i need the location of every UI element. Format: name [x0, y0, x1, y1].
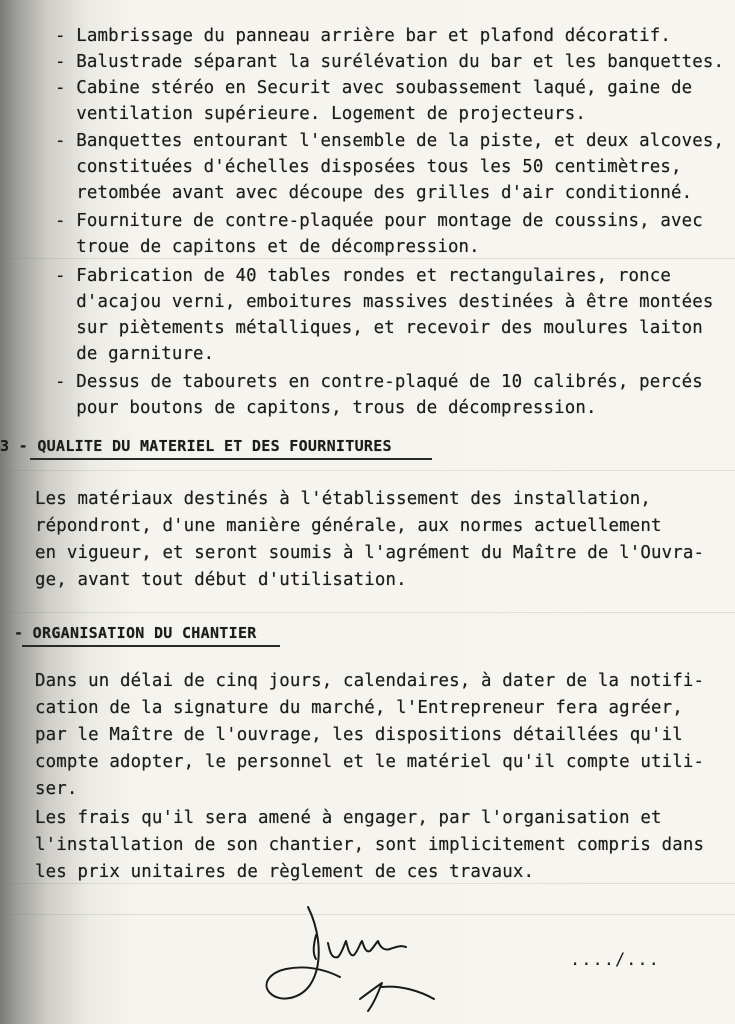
- body-line: compte adopter, le personnel et le matériel qu'il compte utili-: [35, 752, 705, 772]
- body-line: de garniture.: [55, 344, 215, 364]
- section-heading-qualite: 3 - QUALITE DU MATERIEL ET DES FOURNITURES: [0, 437, 392, 455]
- handwritten-signature: [250, 895, 450, 1020]
- body-line: - Banquettes entourant l'ensemble de la piste, et deux alcoves,: [55, 131, 725, 151]
- body-line: constituées d'échelles disposées tous les 50 centimètres,: [55, 157, 682, 177]
- body-line: sur piètements métalliques, et recevoir des moulures laiton: [55, 318, 703, 338]
- body-line: - Balustrade séparant la surélévation du bar et les banquettes.: [55, 52, 725, 72]
- section-heading-organisation: - ORGANISATION DU CHANTIER: [14, 624, 257, 642]
- body-line: ser.: [35, 779, 78, 799]
- body-line: - Cabine stéréo en Securit avec soubassement laqué, gaine de: [55, 78, 693, 98]
- body-line: troue de capitons et de décompression.: [55, 237, 480, 257]
- body-line: les prix unitaires de règlement de ces travaux.: [35, 862, 535, 882]
- body-line: ventilation supérieure. Logement de projecteurs.: [55, 104, 587, 124]
- body-line: - Fourniture de contre-plaquée pour montage de coussins, avec: [55, 211, 703, 231]
- body-line: ge, avant tout début d'utilisation.: [35, 570, 407, 590]
- body-line: Les matériaux destinés à l'établissement des installation,: [35, 489, 651, 509]
- body-line: par le Maître de l'ouvrage, les dispositions détaillées qu'il: [35, 725, 683, 745]
- body-line: - Fabrication de 40 tables rondes et rectangulaires, ronce: [55, 266, 671, 286]
- body-line: en vigueur, et seront soumis à l'agrément du Maître de l'Ouvra-: [35, 543, 705, 563]
- scan-streak: [0, 883, 735, 884]
- scan-streak: [0, 612, 735, 613]
- body-line: l'installation de son chantier, sont implicitement compris dans: [35, 835, 705, 855]
- body-line: - Dessus de tabourets en contre-plaqué de 10 calibrés, percés: [55, 372, 703, 392]
- body-line: Dans un délai de cinq jours, calendaires, à dater de la notifi-: [35, 671, 705, 691]
- body-line: répondront, d'une manière générale, aux normes actuellement: [35, 516, 662, 536]
- scan-streak: [0, 258, 735, 259]
- body-line: pour boutons de capitons, trous de décompression.: [55, 398, 597, 418]
- continuation-mark: ..../...: [570, 950, 660, 970]
- body-line: retombée avant avec découpe des grilles d'air conditionné.: [55, 183, 693, 203]
- heading-underline: [30, 458, 432, 460]
- body-line: - Lambrissage du panneau arrière bar et plafond décoratif.: [55, 26, 671, 46]
- body-line: cation de la signature du marché, l'Entrepreneur fera agréer,: [35, 698, 683, 718]
- heading-underline: [22, 645, 280, 647]
- body-line: d'acajou verni, emboitures massives destinées à être montées: [55, 292, 714, 312]
- scan-streak: [0, 470, 735, 471]
- body-line: Les frais qu'il sera amené à engager, par l'organisation et: [35, 808, 662, 828]
